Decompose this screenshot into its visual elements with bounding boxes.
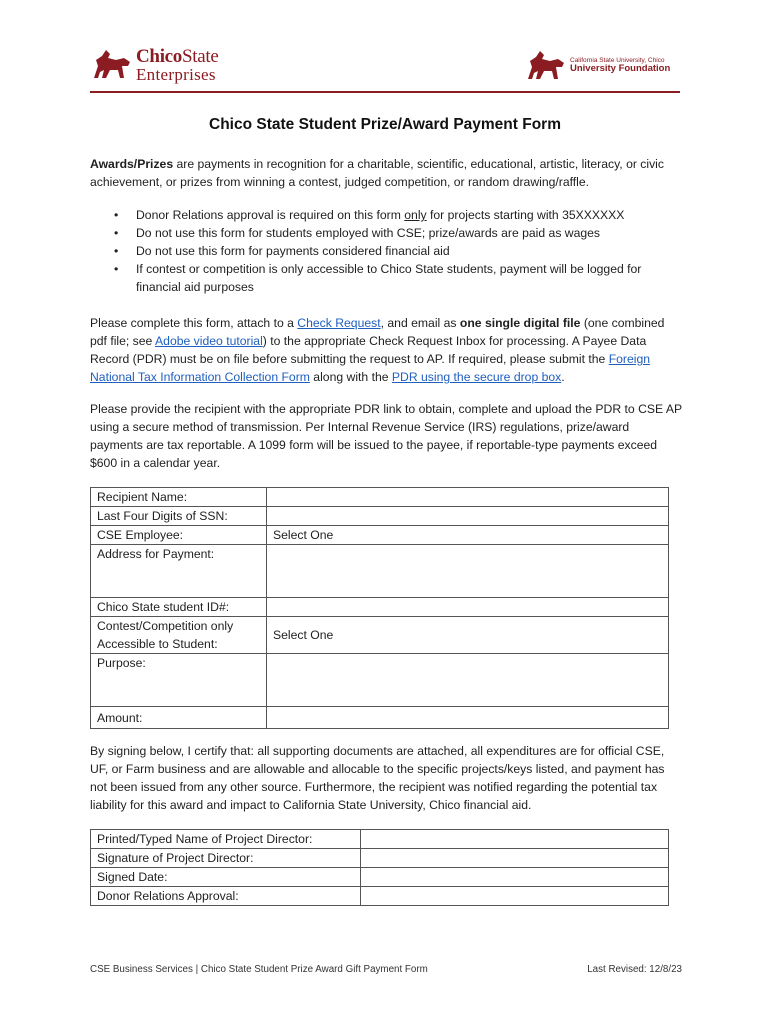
certification-paragraph: By signing below, I certify that: all supporting documents are attached, all expenditures are for official CSE, UF, or Farm business and are allowable and allocable to the specific projects/keys listed, and payment has not been issued from any other source. Furthermore, the recipient was notified regarding the potential tax liability for this award and impact to California State University, Chico financial aid.	[90, 744, 665, 812]
address-label: Address for Payment:	[91, 545, 267, 598]
list-item: • Do not use this form for students employed with CSE; prize/awards are paid as wages	[90, 224, 682, 242]
page-footer	[90, 964, 682, 975]
wildcat-icon	[92, 48, 132, 82]
bullet-emphasis: only	[404, 208, 427, 222]
amount-field[interactable]	[267, 707, 669, 729]
ssn-field[interactable]	[267, 507, 669, 526]
header-divider	[90, 91, 680, 93]
student-id-label: Chico State student ID#:	[91, 598, 267, 617]
recipient-name-field[interactable]	[267, 488, 669, 507]
printed-name-field[interactable]	[361, 830, 669, 849]
text: ) to the appropriate Check Request Inbox for processing. A Payee Data Record (PDR) must be on file before submitting the request to AP. If required, please submit the	[90, 334, 647, 366]
footer-document-name: CSE Business Services | Chico State Student Prize Award Gift Payment Form	[90, 964, 428, 975]
foreign-national-form-link[interactable]: Foreign National Tax Information Collection Form	[90, 352, 651, 384]
signature-label: Signature of Project Director:	[91, 849, 361, 868]
logo-university-name: California State University, Chico	[570, 57, 665, 65]
purpose-field[interactable]	[267, 654, 669, 707]
signed-date-label: Signed Date:	[91, 868, 361, 887]
text: (one combined pdf file; see	[90, 316, 665, 348]
text: Please complete this form, attach to a	[90, 316, 298, 330]
text: .	[561, 370, 565, 384]
university-foundation-logo	[526, 46, 696, 86]
instructions-paragraph	[90, 314, 682, 386]
emphasis-text: one single digital file	[459, 316, 581, 330]
text: , and email as	[380, 316, 460, 330]
check-request-link[interactable]: Check Request	[297, 316, 381, 330]
chico-state-enterprises-logo	[92, 44, 232, 86]
intro-text: are payments in recognition for a charitable, scientific, educational, artistic, literacy, or civic achievement, or prizes from winning a contest, judged competition, or random drawing/raffle.	[90, 157, 664, 189]
pdr-drop-box-link[interactable]: PDR using the secure drop box	[391, 370, 562, 384]
intro-term: Awards/Prizes	[90, 157, 174, 171]
amount-label: Amount:	[91, 707, 267, 729]
page-title: Chico State Student Prize/Award Payment Form	[209, 116, 561, 133]
cse-employee-label: CSE Employee:	[91, 526, 267, 545]
intro-paragraph	[90, 155, 682, 191]
bullet-text: Donor Relations approval is required on this form	[136, 208, 405, 222]
pdr-paragraph: Please provide the recipient with the appropriate PDR link to obtain, complete and upload the PDR to CSE AP using a secure method of transmission. Per Internal Revenue Service (IRS) regulations, prize/award payments are tax reportable. A 1099 form will be issued to the payee, if reportable-type payments exceed $600 in a calendar year.	[90, 402, 682, 470]
text: along with the	[309, 370, 392, 384]
logo-word-chico: Chico	[136, 46, 183, 67]
logo-foundation-name: University Foundation	[570, 63, 671, 75]
recipient-form-table	[90, 487, 669, 729]
footer-revision-date: Last Revised: 12/8/23	[587, 964, 682, 975]
adobe-tutorial-link[interactable]: Adobe video tutorial	[155, 334, 263, 348]
ssn-label: Last Four Digits of SSN:	[91, 507, 267, 526]
donor-approval-field[interactable]	[361, 887, 669, 906]
list-item: • Do not use this form for payments considered financial aid	[90, 242, 682, 260]
student-id-field[interactable]	[267, 598, 669, 617]
logo-word-enterprises: Enterprises	[136, 65, 216, 84]
donor-approval-label: Donor Relations Approval:	[91, 887, 361, 906]
recipient-name-label: Recipient Name:	[91, 488, 267, 507]
bullet-text: for projects starting with 35XXXXXX	[426, 208, 625, 222]
printed-name-label: Printed/Typed Name of Project Director:	[91, 830, 361, 849]
address-field[interactable]	[267, 545, 669, 598]
logo-word-state: State	[182, 46, 219, 67]
list-item	[90, 206, 682, 224]
purpose-label: Purpose:	[91, 654, 267, 707]
list-item: • If contest or competition is only accessible to Chico State students, payment will be logged for financial aid purposes	[90, 260, 682, 296]
signature-form-table	[90, 829, 669, 906]
contest-label: Contest/Competition only Accessible to Student:	[91, 617, 267, 654]
signed-date-field[interactable]	[361, 868, 669, 887]
wildcat-icon	[526, 49, 566, 83]
contest-select[interactable]: Select One	[267, 617, 669, 654]
cse-employee-select[interactable]: Select One	[267, 526, 669, 545]
signature-field[interactable]	[361, 849, 669, 868]
rules-list	[90, 206, 682, 296]
